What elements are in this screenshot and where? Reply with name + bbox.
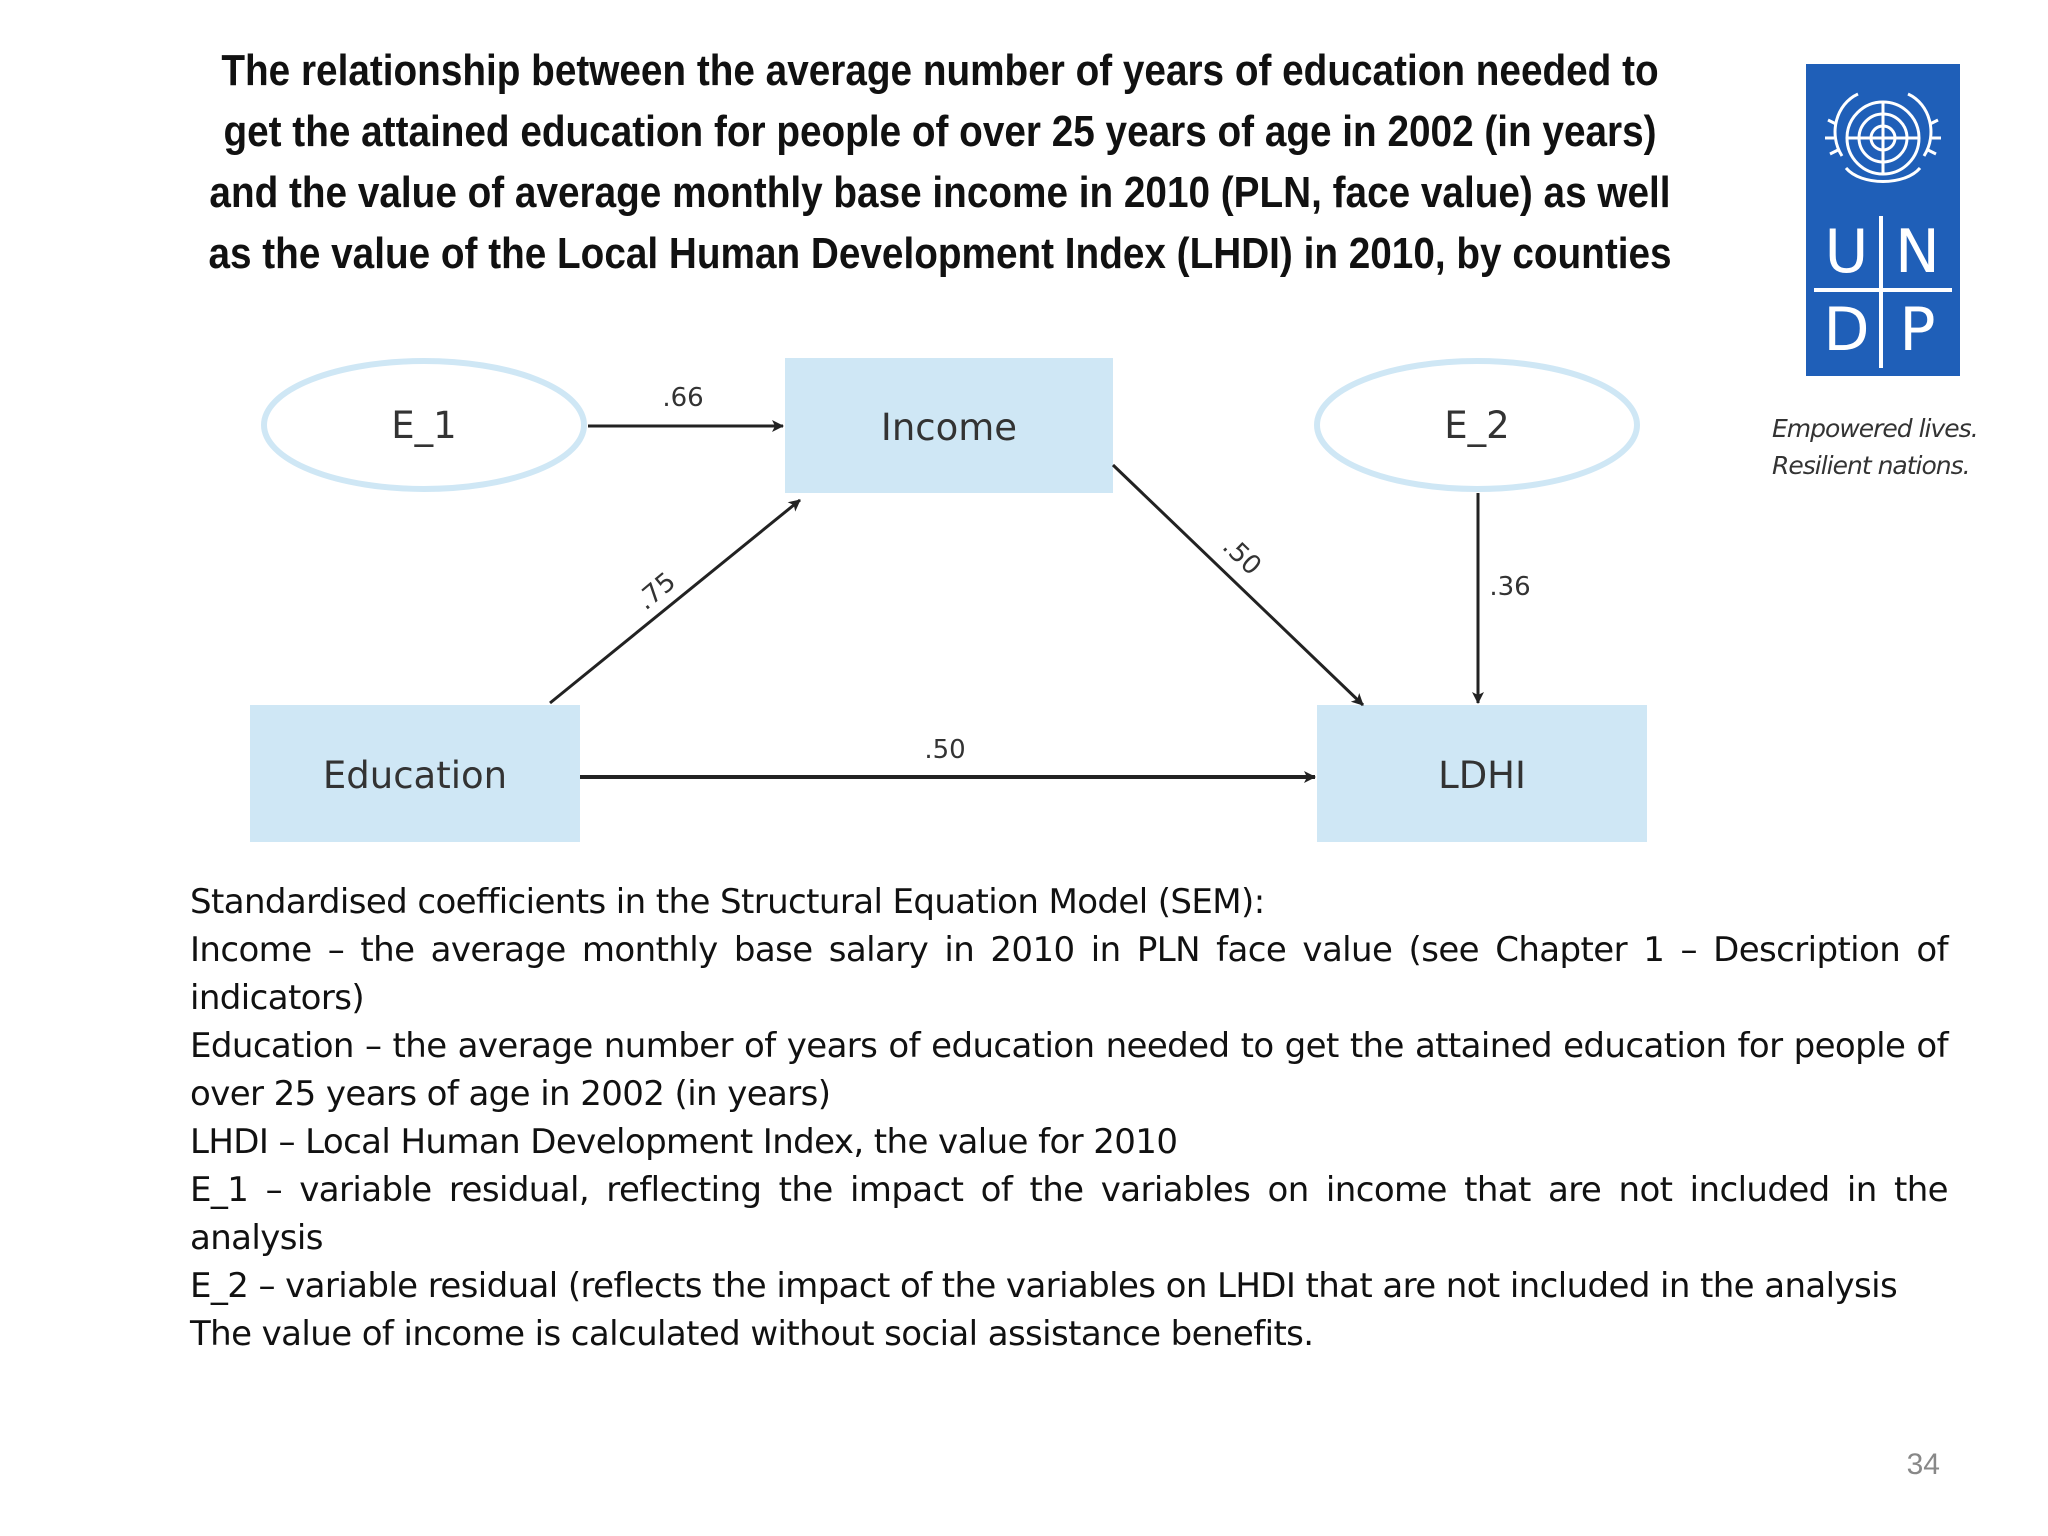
coef-e1-income: .66 bbox=[662, 383, 704, 413]
slide-title: The relationship between the average number of years of education needed to get the attained education for people of over 25 years of age in 2002 (in years) and the value of average monthly base income in 2010 (PLN, face value) as well as the value of the Local Human Development Index (LHDI) in 2010, by counties bbox=[208, 46, 1672, 278]
coef-education-ldhi: .50 bbox=[924, 735, 966, 765]
legend-lhdi: LHDI – Local Human Development Index, the value for 2010 bbox=[190, 1122, 1178, 1162]
arrow-education-to-income bbox=[550, 500, 800, 703]
coef-education-income: .75 bbox=[630, 566, 682, 617]
e1-label: E_1 bbox=[391, 404, 457, 447]
legend-e2: E_2 – variable residual (reflects the impact of the variables on LHDI that are not included in the analysis bbox=[190, 1266, 1898, 1306]
logo-letter-n: N bbox=[1883, 216, 1952, 292]
legend-income: Income – the average monthly base salary in 2010 in PLN face value (see Chapter 1 – Description of indicators) bbox=[190, 930, 1948, 1018]
ldhi-label: LDHI bbox=[1438, 754, 1526, 797]
legend-education: Education – the average number of years of education needed to get the attained education for people of over 25 years of age in 2002 (in years) bbox=[190, 1026, 1948, 1114]
tagline-line-2: Resilient nations. bbox=[1772, 451, 1970, 480]
education-label: Education bbox=[322, 754, 508, 797]
page-number: 34 bbox=[1906, 1448, 1940, 1481]
logo-letter-d: D bbox=[1814, 292, 1883, 368]
legend-note: The value of income is calculated without social assistance benefits. bbox=[190, 1314, 1314, 1354]
e2-label: E_2 bbox=[1444, 404, 1510, 447]
coef-e2-ldhi: .36 bbox=[1489, 572, 1531, 602]
coef-income-ldhi: .50 bbox=[1216, 531, 1267, 582]
income-label: Income bbox=[880, 406, 1018, 449]
legend bbox=[190, 878, 1948, 1358]
tagline-line-1: Empowered lives. bbox=[1772, 414, 1978, 443]
logo-letter-u: U bbox=[1814, 216, 1883, 292]
legend-e1: E_1 – variable residual, reflecting the impact of the variables on income that are not included in the analysis bbox=[190, 1170, 1948, 1258]
legend-heading: Standardised coefficients in the Structural Equation Model (SEM): bbox=[190, 882, 1265, 922]
logo-letter-p: P bbox=[1899, 295, 1936, 365]
arrow-income-to-ldhi bbox=[1113, 465, 1363, 705]
